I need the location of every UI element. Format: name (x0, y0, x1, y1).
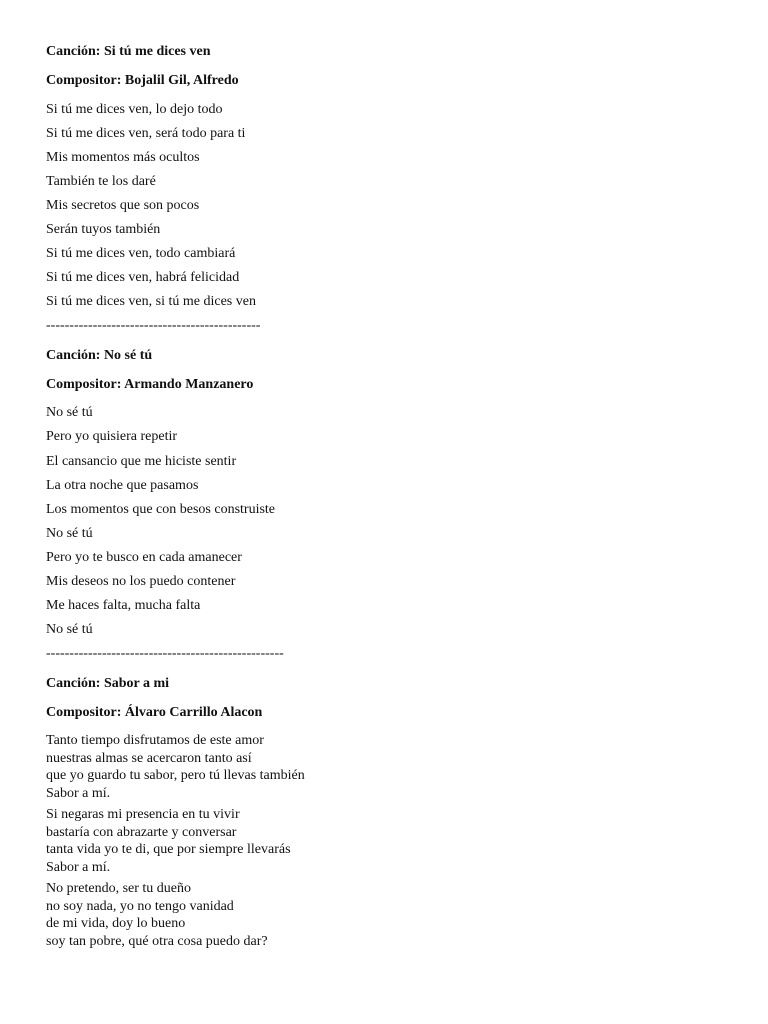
song-composer: Compositor: Álvaro Carrillo Alacon (46, 705, 263, 720)
lyric-line: No sé tú (46, 526, 93, 541)
lyric-line: Los momentos que con besos construiste (46, 502, 276, 517)
section-separator: ---------------------------------------------- (46, 318, 261, 333)
lyric-line: Mis secretos que son pocos (46, 198, 200, 213)
song-composer: Compositor: Armando Manzanero (46, 377, 254, 392)
lyric-stanza (46, 806, 291, 876)
lyric-line: Si negaras mi presencia en tu vivir (46, 807, 240, 822)
lyric-line: No pretendo, ser tu dueño (46, 881, 192, 896)
song-title: Canción: Si tú me dices ven (46, 44, 211, 59)
lyric-line: Si tú me dices ven, todo cambiará (46, 246, 236, 261)
lyric-stanza (46, 732, 305, 802)
lyric-line: Si tú me dices ven, será todo para ti (46, 126, 246, 141)
lyric-line: no soy nada, yo no tengo vanidad (46, 898, 234, 914)
lyric-line: No sé tú (46, 405, 93, 420)
lyric-line: Sabor a mí. (46, 859, 111, 875)
lyric-line: No sé tú (46, 622, 93, 637)
lyric-line: Mis deseos no los puedo contener (46, 574, 236, 589)
lyric-line: de mi vida, doy lo bueno (46, 916, 186, 931)
lyric-line: Tanto tiempo disfrutamos de este amor (46, 733, 264, 748)
song-title: Canción: No sé tú (46, 348, 153, 363)
lyric-line: También te los daré (46, 174, 156, 189)
lyric-line: Pero yo quisiera repetir (46, 429, 178, 444)
lyric-line: Me haces falta, mucha falta (46, 598, 201, 613)
lyric-line: tanta vida yo te di, que por siempre llevarás (46, 842, 291, 857)
lyric-line: La otra noche que pasamos (46, 478, 199, 493)
lyric-line: soy tan pobre, qué otra cosa puedo dar? (46, 933, 268, 949)
lyric-line: Si tú me dices ven, habrá felicidad (46, 270, 240, 285)
lyric-line: nuestras almas se acercaron tanto así (46, 750, 252, 766)
lyric-line: que yo guardo tu sabor, pero tú llevas también (46, 768, 305, 783)
lyric-line: Mis momentos más ocultos (46, 150, 200, 165)
lyric-line: Serán tuyos también (46, 222, 161, 237)
lyric-line: Si tú me dices ven, si tú me dices ven (46, 294, 256, 309)
lyric-line: Si tú me dices ven, lo dejo todo (46, 102, 223, 117)
lyric-line: bastaría con abrazarte y conversar (46, 824, 237, 840)
lyric-stanza (46, 880, 268, 950)
song-composer: Compositor: Bojalil Gil, Alfredo (46, 73, 239, 88)
lyric-line: Pero yo te busco en cada amanecer (46, 550, 242, 565)
song-title: Canción: Sabor a mi (46, 676, 170, 691)
section-separator: --------------------------------------------------- (46, 646, 284, 661)
lyric-line: El cansancio que me hiciste sentir (46, 454, 237, 469)
lyric-line: Sabor a mí. (46, 785, 111, 801)
